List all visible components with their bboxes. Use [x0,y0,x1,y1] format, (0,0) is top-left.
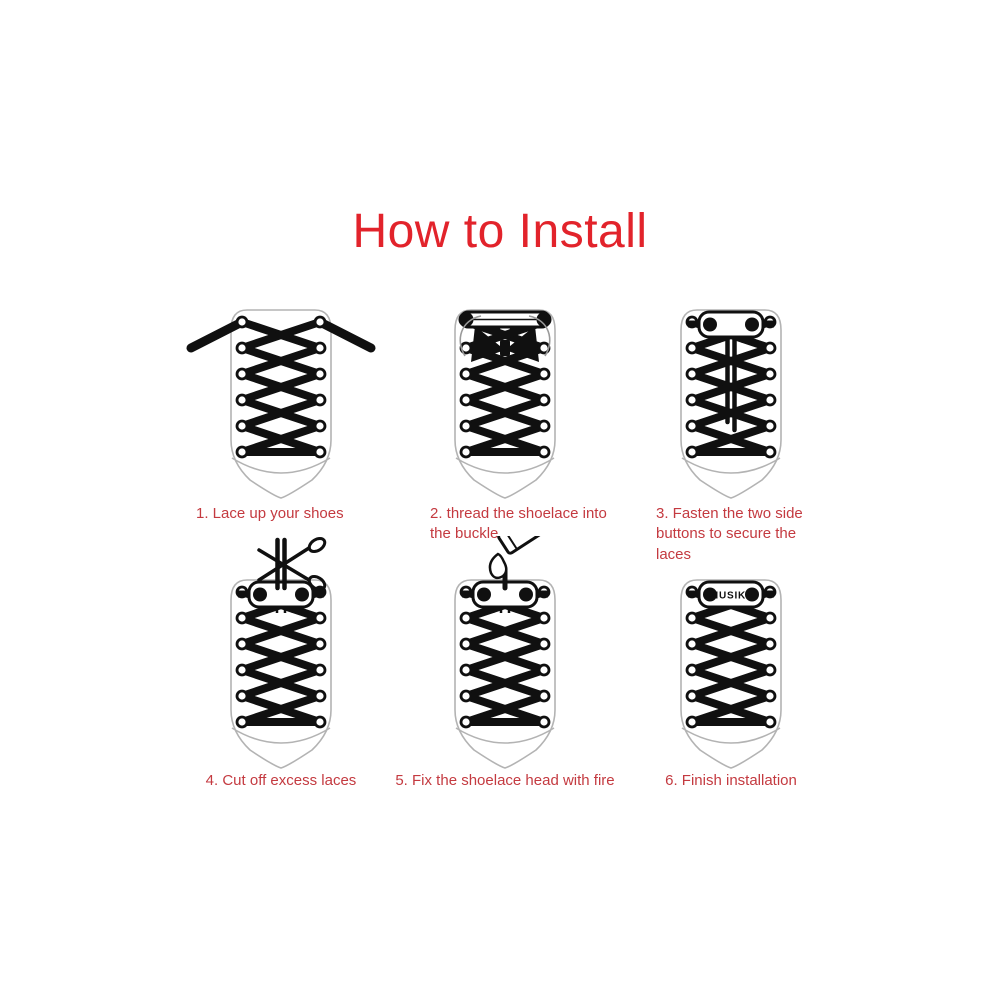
step-4-caption: 4. Cut off excess laces [205,772,357,789]
step-3-caption: 3. Fasten the two side buttons to secure the laces [656,505,803,563]
step-3-cell [614,296,848,511]
step-6-cell [614,536,848,782]
step-1-cell [164,296,398,511]
step-2-cell [388,296,622,511]
side-button-right [295,588,309,602]
step-5-diagram [405,536,605,782]
side-button-left [703,318,717,332]
step-1-diagram [181,296,381,511]
step-2-caption: 2. thread the shoelace into the buckle [430,505,607,543]
side-button-right [745,318,759,332]
laces [692,592,770,722]
step-4-diagram [181,536,381,782]
brand-label: XIUSIKA [707,590,755,602]
laces [242,592,320,722]
buckle [459,312,552,333]
laces [191,322,371,452]
flame-icon [490,554,506,578]
step-6-diagram [631,536,831,782]
laces [466,592,544,722]
step-1-caption: 1. Lace up your shoes [196,505,344,522]
side-button-left [253,588,267,602]
step-4-cell [164,536,398,782]
buckle [688,582,774,607]
buckle [688,312,774,343]
step-6-caption: 6. Finish installation [665,772,797,789]
side-button-right [519,588,533,602]
page-title: How to Install [352,205,648,258]
step-5-cell [388,536,622,782]
step-3-diagram [631,296,831,511]
laces [692,322,770,452]
side-button-left [477,588,491,602]
step-5-caption: 5. Fix the shoelace head with fire [395,772,615,789]
step-2-diagram [405,296,605,511]
